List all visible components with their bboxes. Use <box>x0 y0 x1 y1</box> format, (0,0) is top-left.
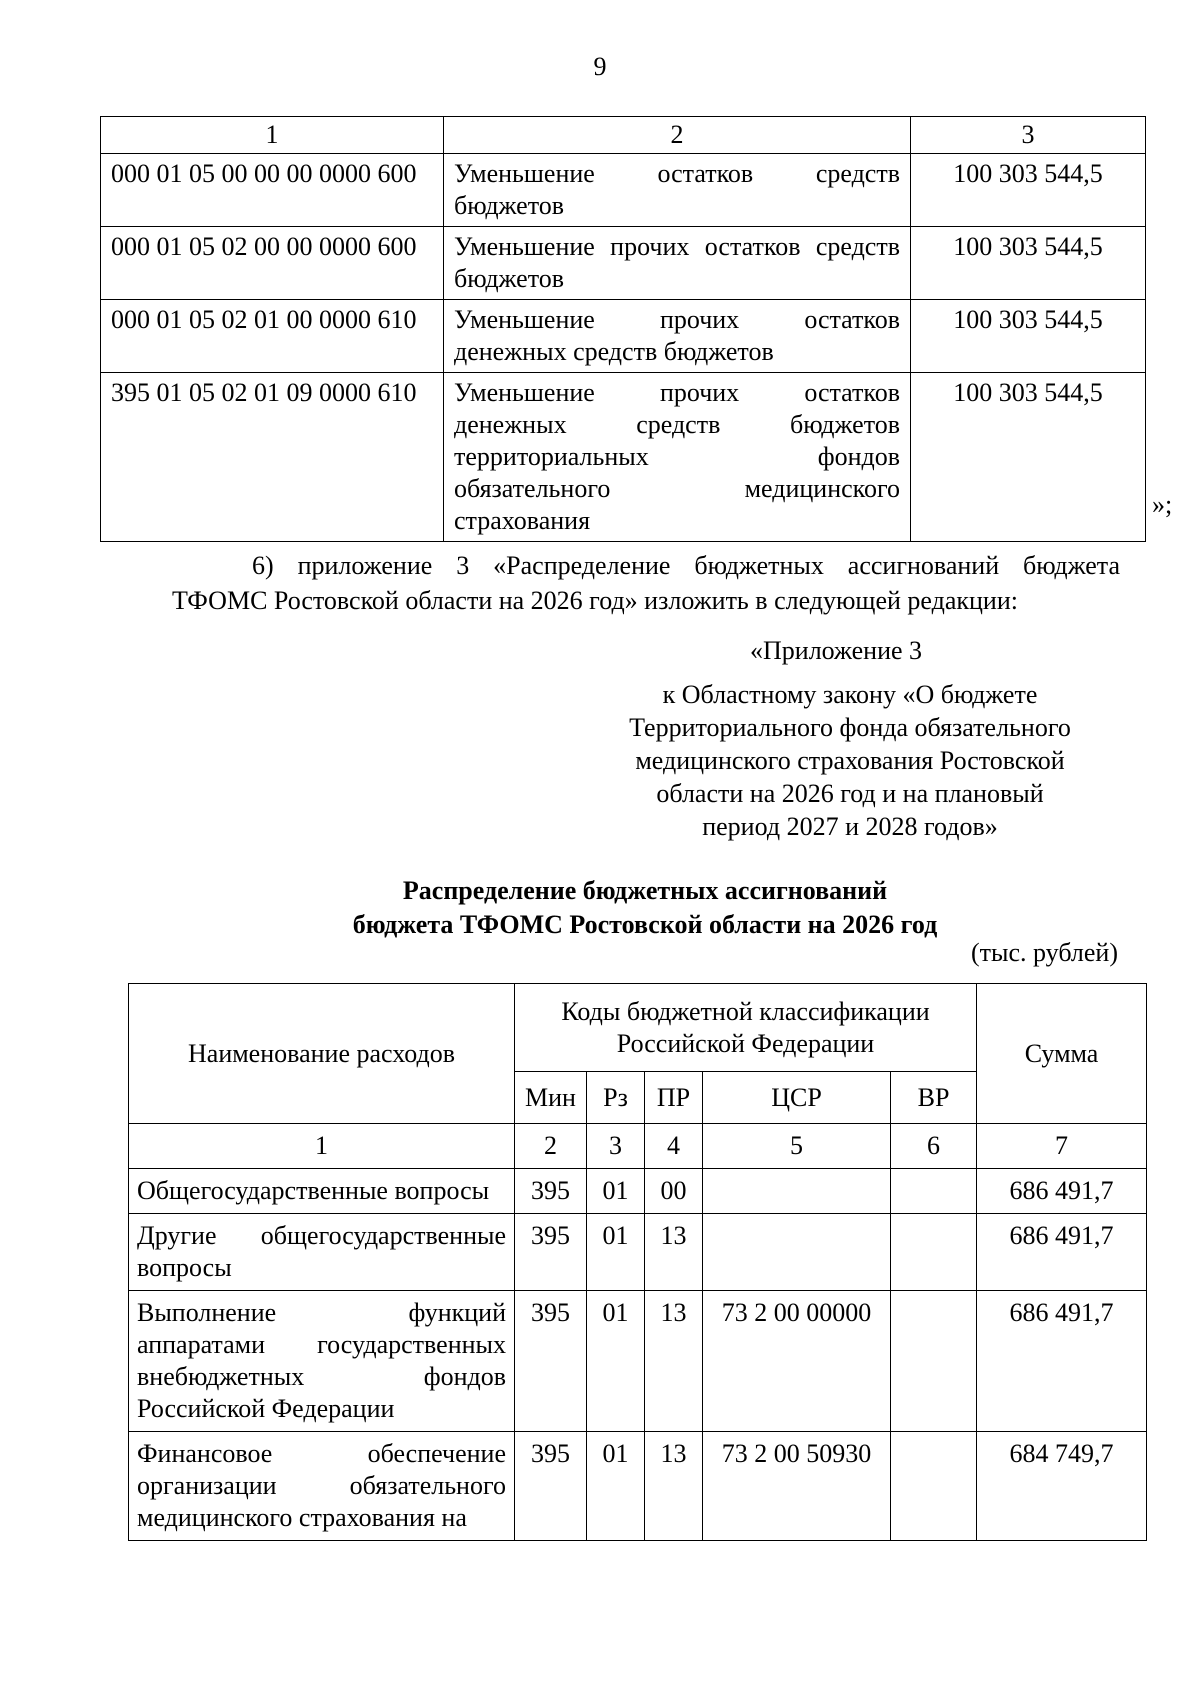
pr-cell: 13 <box>645 1432 703 1541</box>
sum-cell: 686 491,7 <box>977 1291 1147 1432</box>
appendix-line: Территориального фонда обязательного <box>629 713 1071 742</box>
paragraph-line: ТФОМС Ростовской области на 2026 год» изложить в следующей редакции: <box>172 586 1018 615</box>
column-number-cell: 1 <box>129 1124 515 1169</box>
header-csr-cell: ЦСР <box>703 1072 891 1124</box>
csr-cell: 73 2 00 00000 <box>703 1291 891 1432</box>
paragraph-line: 6) приложение 3 «Распределение бюджетных ассигнований бюджета <box>252 551 1120 580</box>
column-number-cell: 7 <box>977 1124 1147 1169</box>
column-number-cell: 5 <box>703 1124 891 1169</box>
header-rz-cell: Рз <box>587 1072 645 1124</box>
sources-table <box>100 116 1146 542</box>
table-row <box>101 373 1146 542</box>
column-number-row <box>129 1124 1147 1169</box>
appendix-line: медицинского страхования Ростовской <box>635 746 1065 775</box>
code-cell: 000 01 05 00 00 00 0000 600 <box>101 154 444 227</box>
rz-cell: 01 <box>587 1214 645 1291</box>
pr-cell: 13 <box>645 1214 703 1291</box>
header-vr-cell: ВР <box>891 1072 977 1124</box>
min-cell: 395 <box>515 1214 587 1291</box>
min-cell: 395 <box>515 1291 587 1432</box>
table-header-row <box>101 117 1146 154</box>
column-number-cell: 6 <box>891 1124 977 1169</box>
vr-cell <box>891 1291 977 1432</box>
vr-cell <box>891 1214 977 1291</box>
name-cell: Уменьшение прочих остатков денежных средств бюджетов <box>444 300 911 373</box>
pr-cell: 13 <box>645 1291 703 1432</box>
rz-cell: 01 <box>587 1291 645 1432</box>
table-row <box>129 1432 1147 1541</box>
table-header-row <box>129 984 1147 1072</box>
rz-cell: 01 <box>587 1432 645 1541</box>
table-row <box>129 1169 1147 1214</box>
name-cell: Уменьшение прочих остатков средств бюджетов <box>444 227 911 300</box>
rz-cell: 01 <box>587 1169 645 1214</box>
header-codes-line: Российской Федерации <box>616 1028 875 1058</box>
amount-cell: 100 303 544,5 <box>911 227 1146 300</box>
min-cell: 395 <box>515 1169 587 1214</box>
expense-name-cell: Финансовое обеспечение организации обязательного медицинского страхования на <box>129 1432 515 1541</box>
table-row <box>129 1214 1147 1291</box>
code-cell: 000 01 05 02 00 00 0000 600 <box>101 227 444 300</box>
header-cell: 1 <box>101 117 444 154</box>
header-sum-cell: Сумма <box>977 984 1147 1124</box>
sum-cell: 686 491,7 <box>977 1214 1147 1291</box>
appendix-line: период 2027 и 2028 годов» <box>702 812 998 841</box>
heading-line: бюджета ТФОМС Ростовской области на 2026 год <box>352 910 938 939</box>
unit-label: (тыс. рублей) <box>970 938 1118 967</box>
csr-cell: 73 2 00 50930 <box>703 1432 891 1541</box>
amount-cell: 100 303 544,5 <box>911 373 1146 542</box>
header-cell: 2 <box>444 117 911 154</box>
table-row <box>129 1291 1147 1432</box>
name-cell: Уменьшение остатков средств бюджетов <box>444 154 911 227</box>
header-codes-cell <box>515 984 977 1072</box>
page-number: 9 <box>593 52 607 81</box>
column-number-cell: 2 <box>515 1124 587 1169</box>
vr-cell <box>891 1432 977 1541</box>
code-cell: 000 01 05 02 01 00 0000 610 <box>101 300 444 373</box>
vr-cell <box>891 1169 977 1214</box>
allocations-table <box>128 983 1147 1541</box>
table-row <box>101 300 1146 373</box>
csr-cell <box>703 1214 891 1291</box>
pr-cell: 00 <box>645 1169 703 1214</box>
column-number-cell: 3 <box>587 1124 645 1169</box>
appendix-line: к Областному закону «О бюджете <box>662 680 1038 709</box>
amendment-paragraph <box>172 548 1120 618</box>
sum-cell: 686 491,7 <box>977 1169 1147 1214</box>
header-min-cell: Мин <box>515 1072 587 1124</box>
column-number-cell: 4 <box>645 1124 703 1169</box>
header-name-cell: Наименование расходов <box>129 984 515 1124</box>
expense-name-cell: Выполнение функций аппаратами государственных внебюджетных фондов Российской Федерации <box>129 1291 515 1432</box>
min-cell: 395 <box>515 1432 587 1541</box>
document-heading <box>0 874 1200 942</box>
appendix-title: «Приложение 3 <box>750 636 923 665</box>
header-cell: 3 <box>911 117 1146 154</box>
sum-cell: 684 749,7 <box>977 1432 1147 1541</box>
amount-cell: 100 303 544,5 <box>911 300 1146 373</box>
code-cell: 395 01 05 02 01 09 0000 610 <box>101 373 444 542</box>
header-codes-line: Коды бюджетной классификации <box>561 996 930 1026</box>
amount-cell: 100 303 544,5 <box>911 154 1146 227</box>
csr-cell <box>703 1169 891 1214</box>
closing-quote-mark: »; <box>1152 490 1173 519</box>
expense-name-cell: Другие общегосударственные вопросы <box>129 1214 515 1291</box>
name-cell: Уменьшение прочих остатков денежных средств бюджетов территориальных фондов обязательного медицинского страхования <box>444 373 911 542</box>
appendix-line: области на 2026 год и на плановый <box>656 779 1044 808</box>
appendix-description <box>600 678 1100 843</box>
table-row <box>101 154 1146 227</box>
heading-line: Распределение бюджетных ассигнований <box>402 876 888 905</box>
expense-name-cell: Общегосударственные вопросы <box>129 1169 515 1214</box>
header-pr-cell: ПР <box>645 1072 703 1124</box>
table-row <box>101 227 1146 300</box>
